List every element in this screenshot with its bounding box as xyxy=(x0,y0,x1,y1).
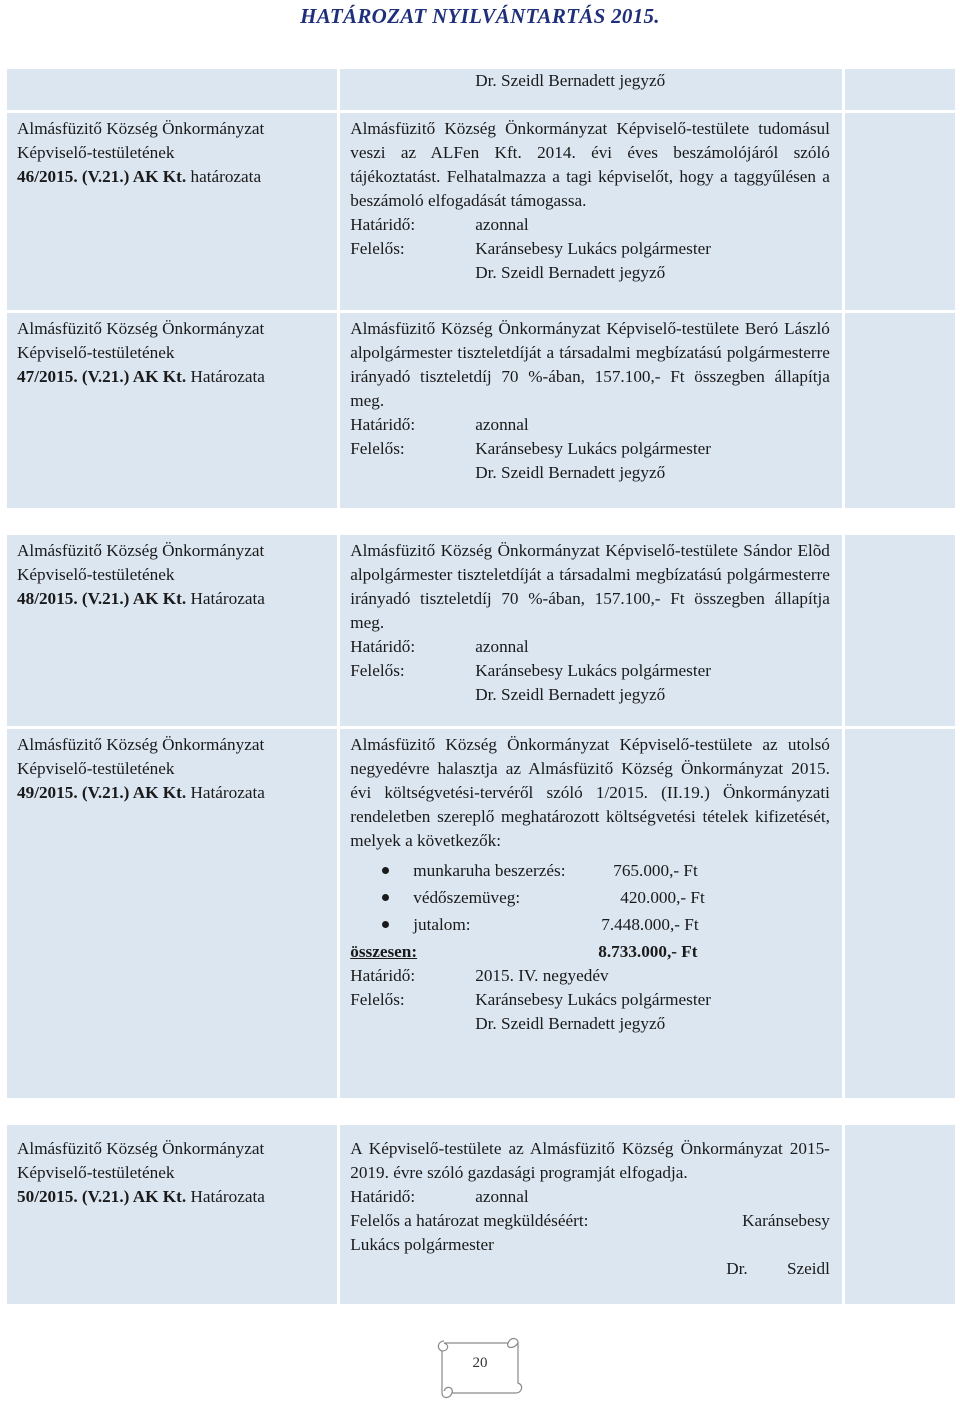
deadline-value: azonnal xyxy=(475,637,529,656)
signatory-line: Dr. Szeidl Bernadett jegyző xyxy=(475,71,666,90)
resolution-text: Almásfüzitő Község Önkormányzat Képviselő-testülete az utolsó negyedévre halasztja az Almásfüzitő Község Önkormányzat 2015. évi költségvetési-tervéről szóló 1/2015. (II.19.) Önkormányzati rendeletben szereplő meghatározott költségvetési tételek kifizetését, melyek a következők: xyxy=(350,735,830,850)
table-row xyxy=(6,534,957,728)
resolution-text-cell xyxy=(339,534,844,728)
body-name: Képviselő-testületének xyxy=(17,1163,175,1182)
responsible-value-2: Dr. Szeidl Bernadett jegyző xyxy=(475,685,666,704)
resolution-number: 49/2015. (V.21.) AK Kt. xyxy=(17,783,187,802)
responsible-line xyxy=(350,437,830,461)
table-row xyxy=(6,1124,957,1306)
item-amount: 765.000,- Ft xyxy=(613,861,698,880)
notes-cell xyxy=(843,112,956,312)
org-name: Almásfüzitő Község Önkormányzat xyxy=(17,541,265,560)
deadline-label: Határidő: xyxy=(350,966,416,985)
body-name: Képviselő-testületének xyxy=(17,759,175,778)
responsible-value: Karánsebesy Lukács polgármester xyxy=(475,239,711,258)
resolution-number: 47/2015. (V.21.) AK Kt. xyxy=(17,367,187,386)
resolution-id-cell xyxy=(6,534,339,728)
list-item xyxy=(350,911,830,938)
signatory-name: Szeidl xyxy=(786,1259,830,1278)
resolution-text: Almásfüzitő Község Önkormányzat Képviselő-testülete Sándor Elõd alpolgármester tiszteletdíját a társadalmi megbízatású polgármesterre irányadó tiszteletdíj 70 %-ában, 157.100,- Ft összegben állapítja meg. xyxy=(350,541,830,632)
deadline-line xyxy=(350,413,830,437)
body-name: Képviselő-testületének xyxy=(17,565,175,584)
resolution-id-cell xyxy=(6,728,339,1100)
notes-cell xyxy=(843,728,956,1100)
resolution-kind: Határozata xyxy=(190,1187,265,1206)
resolution-text: A Képviselő-testülete az Almásfüzitő Község Önkormányzat 2015-2019. évre szóló gazdasági programját elfogadja. xyxy=(350,1139,830,1182)
row-spacer xyxy=(6,510,957,534)
notes-cell xyxy=(843,534,956,728)
notes-cell xyxy=(843,312,956,510)
deadline-label: Határidő: xyxy=(350,415,416,434)
responsible-label: Felelős: xyxy=(350,439,405,458)
total-line xyxy=(350,940,830,964)
responsible-line xyxy=(350,237,830,261)
resolution-kind: Határozata xyxy=(190,367,265,386)
resolution-text-cell xyxy=(339,68,844,112)
page-number-scroll xyxy=(430,1333,530,1403)
deadline-line xyxy=(350,213,830,237)
responsible-value-2: Dr. Szeidl Bernadett jegyző xyxy=(475,263,666,282)
responsible-value: Karánsebesy Lukács polgármester xyxy=(475,439,711,458)
resolution-number: 48/2015. (V.21.) AK Kt. xyxy=(17,589,187,608)
responsible-value-2: Dr. Szeidl Bernadett jegyző xyxy=(475,463,666,482)
body-name: Képviselő-testületének xyxy=(17,343,175,362)
org-name: Almásfüzitő Község Önkormányzat xyxy=(17,119,265,138)
table-row xyxy=(6,68,957,112)
item-amount: 7.448.000,- Ft xyxy=(601,915,699,934)
page-header-title: HATÁROZAT NYILVÁNTARTÁS 2015. xyxy=(300,4,660,28)
resolution-id-cell xyxy=(6,1124,339,1306)
resolution-text-cell xyxy=(339,1124,844,1306)
table-row xyxy=(6,312,957,510)
resolution-text: Almásfüzitő Község Önkormányzat Képviselő-testülete tudomásul veszi az ALFen Kft. 2014. évi éves beszámolójáról szóló tájékoztatást. Felhatalmazza a tagi képviselőt, hogy a taggyűlésen a beszámoló elfogadását támogassa. xyxy=(350,119,830,210)
list-item xyxy=(350,857,830,884)
responsible-line xyxy=(350,988,830,1012)
deadline-value: 2015. IV. negyedév xyxy=(475,966,609,985)
responsible-line xyxy=(350,659,830,683)
notes-cell xyxy=(843,1124,956,1306)
responsible-label: Felelős: xyxy=(350,661,405,680)
responsible-sender-name: Karánsebesy xyxy=(742,1211,830,1230)
item-amount: 420.000,- Ft xyxy=(620,888,705,907)
responsible-label: Felelős: xyxy=(350,990,405,1009)
page-number: 20 xyxy=(472,1355,488,1371)
total-amount: 8.733.000,- Ft xyxy=(598,942,698,961)
table-row xyxy=(6,728,957,1100)
notes-cell xyxy=(843,68,956,112)
resolution-number: 50/2015. (V.21.) AK Kt. xyxy=(17,1187,187,1206)
responsible-label: Felelős: xyxy=(350,239,405,258)
org-name: Almásfüzitő Község Önkormányzat xyxy=(17,735,265,754)
resolutions-table xyxy=(4,66,958,1307)
responsible-value-2: Dr. Szeidl Bernadett jegyző xyxy=(475,1014,666,1033)
deadline-value: azonnal xyxy=(475,1187,529,1206)
responsible-sender-label: Felelős a határozat megküldéséért: xyxy=(350,1211,589,1230)
resolution-text-cell xyxy=(339,112,844,312)
deadline-line xyxy=(350,1185,830,1209)
deadline-label: Határidő: xyxy=(350,215,416,234)
deadline-value: azonnal xyxy=(475,215,529,234)
list-item xyxy=(350,884,830,911)
responsible-sender-name-2: Lukács polgármester xyxy=(350,1235,494,1254)
resolution-text-cell xyxy=(339,728,844,1100)
resolution-kind: Határozata xyxy=(190,589,265,608)
item-label: védőszemüveg: xyxy=(413,888,521,907)
budget-items-list xyxy=(350,857,830,938)
resolution-text-cell xyxy=(339,312,844,510)
signatory-line xyxy=(350,1257,830,1281)
resolution-kind: határozata xyxy=(190,167,262,186)
deadline-label: Határidő: xyxy=(350,637,416,656)
signatory-title: Dr. xyxy=(726,1259,748,1278)
body-name: Képviselő-testületének xyxy=(17,143,175,162)
deadline-value: azonnal xyxy=(475,415,529,434)
total-label: összesen: xyxy=(350,942,418,961)
responsible-sender-line xyxy=(350,1209,830,1233)
deadline-label: Határidő: xyxy=(350,1187,416,1206)
responsible-value: Karánsebesy Lukács polgármester xyxy=(475,661,711,680)
resolution-id-cell xyxy=(6,112,339,312)
table-row xyxy=(6,112,957,312)
item-label: jutalom: xyxy=(413,915,471,934)
row-spacer xyxy=(6,1100,957,1124)
deadline-line xyxy=(350,635,830,659)
resolution-kind: Határozata xyxy=(190,783,265,802)
responsible-value: Karánsebesy Lukács polgármester xyxy=(475,990,711,1009)
org-name: Almásfüzitő Község Önkormányzat xyxy=(17,319,265,338)
resolution-id-cell xyxy=(6,312,339,510)
resolution-id-cell xyxy=(6,68,339,112)
resolution-text: Almásfüzitő Község Önkormányzat Képviselő-testülete Beró László alpolgármester tiszteletdíját a társadalmi megbízatású polgármesterre irányadó tiszteletdíj 70 %-ában, 157.100,- Ft összegben állapítja meg. xyxy=(350,319,830,410)
item-label: munkaruha beszerzés: xyxy=(413,861,566,880)
org-name: Almásfüzitő Község Önkormányzat xyxy=(17,1139,265,1158)
deadline-line xyxy=(350,964,830,988)
resolution-number: 46/2015. (V.21.) AK Kt. xyxy=(17,167,187,186)
